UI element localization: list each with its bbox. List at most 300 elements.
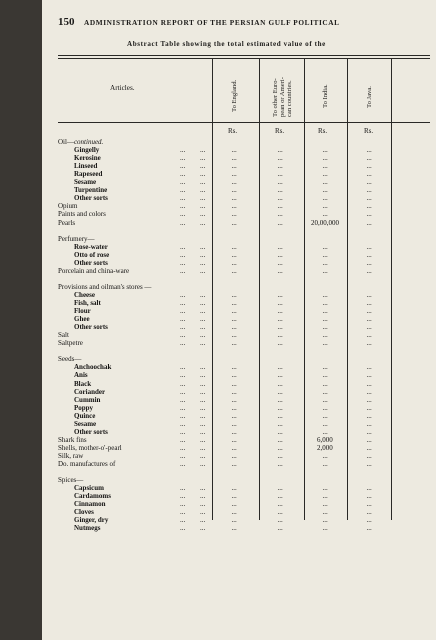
table-cell: ...	[366, 250, 372, 259]
leader-dots: ...	[200, 146, 206, 155]
table-cell: ...	[366, 258, 372, 267]
table-cell: ...	[322, 162, 328, 171]
leader-dots: ...	[200, 307, 206, 316]
table-cell: ...	[277, 323, 283, 332]
table-cell: ...	[277, 250, 283, 259]
table-cell: ...	[277, 242, 283, 251]
leader-dots: ...	[200, 242, 206, 251]
table-cell: ...	[322, 202, 328, 211]
table-cell: ...	[231, 242, 237, 251]
leader-dots: ...	[200, 411, 206, 420]
row-label: Ginger, dry	[74, 516, 109, 525]
leader-dots: ...	[200, 387, 206, 396]
table-cell: ...	[231, 315, 237, 324]
table-cell: ...	[231, 202, 237, 211]
leader-dots: ...	[180, 435, 186, 444]
leader-dots: ...	[180, 307, 186, 316]
table-cell: ...	[366, 242, 372, 251]
leader-dots: ...	[200, 484, 206, 493]
table-cell: ...	[366, 154, 372, 163]
table-cell: ...	[322, 250, 328, 259]
table-cell: ...	[366, 443, 372, 452]
row-label: Coriander	[74, 387, 106, 396]
table-cell: ...	[322, 379, 328, 388]
row-label: Perfumery—	[58, 234, 95, 243]
row-label: Poppy	[74, 403, 94, 412]
leader-dots: ...	[200, 451, 206, 460]
leader-dots: ...	[180, 154, 186, 163]
table-cell: ...	[322, 339, 328, 348]
table-cell: ...	[231, 379, 237, 388]
leader-dots: ...	[200, 524, 206, 533]
row-label: Quince	[74, 411, 96, 420]
table-cell: ...	[322, 427, 328, 436]
row-label: Fish, salt	[74, 299, 101, 307]
table-cell: ...	[322, 500, 328, 509]
table-cell: ...	[277, 492, 283, 501]
table-cell: ...	[322, 508, 328, 517]
table-cell: ...	[277, 363, 283, 372]
leader-dots: ...	[180, 379, 186, 388]
table-cell: ...	[322, 484, 328, 493]
leader-dots: ...	[200, 443, 206, 452]
table-cell: ...	[231, 250, 237, 259]
table-cell: ...	[231, 339, 237, 348]
table-cell: ...	[322, 403, 328, 412]
currency-european: Rs.	[275, 127, 285, 135]
table-cell: ...	[277, 290, 283, 299]
leader-dots: ...	[180, 387, 186, 396]
leader-dots: ...	[180, 419, 186, 428]
column-header-articles: Articles.	[110, 84, 135, 92]
row-label: Shark fins	[58, 435, 87, 444]
leader-dots: ...	[180, 315, 186, 324]
leader-dots: ...	[200, 500, 206, 509]
table-cell: ...	[366, 371, 372, 380]
table-cell: ...	[231, 323, 237, 332]
column-divider	[304, 58, 305, 520]
leader-dots: ...	[180, 146, 186, 155]
table-cell: ...	[231, 419, 237, 428]
table-cell: ...	[231, 508, 237, 517]
table-cell: ...	[231, 178, 237, 187]
table-cell: ...	[277, 443, 283, 452]
row-label: Sesame	[74, 178, 97, 187]
leader-dots: ...	[180, 524, 186, 533]
table-cell: ...	[366, 484, 372, 493]
table-cell: ...	[366, 194, 372, 203]
table-cell: ...	[366, 363, 372, 372]
leader-dots: ...	[200, 218, 206, 227]
table-cell: ...	[277, 266, 283, 275]
leader-dots: ...	[180, 492, 186, 501]
table-cell: ...	[322, 146, 328, 155]
leader-dots: ...	[200, 266, 206, 275]
row-label: Shells, mother-o'-pearl	[58, 443, 122, 452]
column-divider	[391, 58, 392, 520]
table-cell: ...	[231, 331, 237, 340]
running-title: ADMINISTRATION REPORT OF THE PERSIAN GULF POLITICAL	[84, 18, 340, 27]
table-cell: ...	[277, 299, 283, 307]
leader-dots: ...	[200, 250, 206, 259]
table-cell: ...	[277, 500, 283, 509]
table-cell: ...	[322, 371, 328, 380]
table-cell: ...	[231, 403, 237, 412]
leader-dots: ...	[180, 451, 186, 460]
table-cell: ...	[277, 210, 283, 219]
table-cell: ...	[366, 315, 372, 324]
leader-dots: ...	[180, 331, 186, 340]
leader-dots: ...	[180, 290, 186, 299]
table-cell: ...	[322, 186, 328, 195]
leader-dots: ...	[200, 290, 206, 299]
row-label: Capsicum	[74, 484, 104, 493]
leader-dots: ...	[200, 379, 206, 388]
table-cell: ...	[231, 290, 237, 299]
row-label: Do. manufactures of	[58, 460, 116, 468]
leader-dots: ...	[200, 403, 206, 412]
table-cell: ...	[366, 186, 372, 195]
table-cell: ...	[366, 162, 372, 171]
table-cell: ...	[366, 218, 372, 227]
table-cell: ...	[366, 419, 372, 428]
leader-dots: ...	[180, 484, 186, 493]
leader-dots: ...	[180, 162, 186, 171]
table-cell: ...	[322, 315, 328, 324]
table-cell: ...	[277, 524, 283, 533]
table-cell: ...	[277, 146, 283, 155]
table-cell: ...	[231, 363, 237, 372]
table-cell: ...	[322, 323, 328, 332]
table-title: Abstract Table showing the total estimated value of the	[127, 40, 326, 48]
table-double-rule	[58, 58, 430, 59]
column-header-european: To other Euro- pean or Ameri- can countries.	[272, 77, 293, 117]
leader-dots: ...	[180, 411, 186, 420]
row-label: Salt	[58, 331, 69, 340]
row-label: Seeds—	[58, 355, 82, 364]
row-label: Provisions and oilman's stores —	[58, 282, 152, 291]
table-cell: ...	[322, 395, 328, 404]
leader-dots: ...	[200, 154, 206, 163]
table-cell: ...	[277, 411, 283, 420]
leader-dots: ...	[180, 363, 186, 372]
table-cell: ...	[277, 427, 283, 436]
leader-dots: ...	[180, 371, 186, 380]
leader-dots: ...	[180, 427, 186, 436]
row-label: Linseed	[74, 162, 98, 171]
table-cell: ...	[231, 307, 237, 316]
table-cell: ...	[231, 194, 237, 203]
row-label: Ghee	[74, 315, 90, 324]
table-cell: ...	[322, 492, 328, 501]
table-cell: ...	[231, 492, 237, 501]
leader-dots: ...	[200, 516, 206, 525]
leader-dots: ...	[180, 210, 186, 219]
leader-dots: ...	[180, 395, 186, 404]
leader-dots: ...	[180, 186, 186, 195]
table-cell: ...	[277, 258, 283, 267]
table-cell: ...	[366, 451, 372, 460]
table-cell: ...	[366, 339, 372, 348]
leader-dots: ...	[200, 331, 206, 340]
table-cell: ...	[277, 451, 283, 460]
table-cell: ...	[277, 419, 283, 428]
row-label: Cloves	[74, 508, 94, 517]
leader-dots: ...	[180, 242, 186, 251]
table-cell: ...	[231, 371, 237, 380]
table-cell: ...	[231, 299, 237, 307]
table-cell: ...	[366, 508, 372, 517]
row-label: Flour	[74, 307, 91, 316]
table-cell: ...	[366, 395, 372, 404]
table-cell: ...	[366, 146, 372, 155]
leader-dots: ...	[180, 250, 186, 259]
leader-dots: ...	[200, 427, 206, 436]
leader-dots: ...	[200, 186, 206, 195]
table-cell: ...	[366, 403, 372, 412]
row-label: Cinnamon	[74, 500, 106, 509]
document-page	[42, 0, 436, 640]
table-cell: ...	[366, 460, 372, 468]
leader-dots: ...	[180, 194, 186, 203]
leader-dots: ...	[180, 500, 186, 509]
row-label: Oil—continued.	[58, 138, 104, 146]
leader-dots: ...	[180, 258, 186, 267]
table-cell: ...	[366, 323, 372, 332]
table-cell: ...	[322, 154, 328, 163]
table-cell: ...	[231, 460, 237, 468]
table-cell: ...	[322, 210, 328, 219]
table-cell: ...	[231, 258, 237, 267]
leader-dots: ...	[180, 178, 186, 187]
table-cell: ...	[322, 178, 328, 187]
currency-india: Rs.	[318, 127, 328, 135]
leader-dots: ...	[180, 339, 186, 348]
table-cell: ...	[231, 500, 237, 509]
row-label: Other sorts	[74, 427, 108, 436]
table-cell: ...	[366, 299, 372, 307]
table-cell: 20,00,000	[311, 218, 339, 227]
table-cell: 6,000	[317, 435, 333, 444]
header-bottom-rule	[58, 122, 430, 123]
table-cell: ...	[322, 411, 328, 420]
table-cell: ...	[366, 524, 372, 533]
table-cell: ...	[322, 290, 328, 299]
table-cell: ...	[277, 186, 283, 195]
table-cell: ...	[322, 170, 328, 179]
leader-dots: ...	[180, 299, 186, 307]
table-cell: ...	[231, 162, 237, 171]
table-cell: ...	[366, 427, 372, 436]
row-label: Porcelain and china-ware	[58, 266, 130, 275]
table-cell: ...	[277, 331, 283, 340]
table-cell: ...	[231, 484, 237, 493]
column-header-india: To India.	[322, 84, 329, 108]
column-header-england: To England.	[231, 79, 238, 112]
table-cell: ...	[366, 411, 372, 420]
table-cell: ...	[231, 451, 237, 460]
leader-dots: ...	[180, 202, 186, 211]
row-label: Spices—	[58, 476, 84, 485]
table-cell: ...	[231, 524, 237, 533]
row-label: Opium	[58, 202, 78, 211]
leader-dots: ...	[200, 395, 206, 404]
table-cell: ...	[366, 202, 372, 211]
row-label: Other sorts	[74, 258, 108, 267]
page-number: 150	[58, 16, 75, 28]
leader-dots: ...	[200, 202, 206, 211]
table-cell: ...	[366, 290, 372, 299]
row-label: Turpentine	[74, 186, 108, 195]
row-label: Black	[74, 379, 92, 388]
leader-dots: ...	[180, 508, 186, 517]
table-cell: ...	[231, 170, 237, 179]
table-top-rule	[58, 55, 430, 56]
table-cell: ...	[277, 307, 283, 316]
leader-dots: ...	[180, 323, 186, 332]
table-cell: ...	[366, 307, 372, 316]
leader-dots: ...	[200, 194, 206, 203]
leader-dots: ...	[200, 435, 206, 444]
table-cell: ...	[277, 508, 283, 517]
table-cell: ...	[277, 484, 283, 493]
leader-dots: ...	[200, 162, 206, 171]
leader-dots: ...	[200, 258, 206, 267]
currency-england: Rs.	[228, 127, 238, 135]
leader-dots: ...	[200, 492, 206, 501]
leader-dots: ...	[180, 403, 186, 412]
leader-dots: ...	[200, 339, 206, 348]
table-cell: ...	[277, 194, 283, 203]
row-label: Silk, raw	[58, 451, 84, 460]
table-cell: ...	[322, 194, 328, 203]
table-cell: ...	[231, 154, 237, 163]
table-cell: ...	[277, 162, 283, 171]
table-cell: ...	[277, 403, 283, 412]
leader-dots: ...	[180, 218, 186, 227]
table-cell: ...	[322, 307, 328, 316]
table-cell: ...	[231, 411, 237, 420]
leader-dots: ...	[180, 443, 186, 452]
table-cell: ...	[277, 395, 283, 404]
table-cell: ...	[366, 178, 372, 187]
row-label: Rose-water	[74, 242, 108, 251]
table-cell: ...	[277, 202, 283, 211]
table-cell: ...	[277, 178, 283, 187]
leader-dots: ...	[200, 508, 206, 517]
table-cell: ...	[277, 218, 283, 227]
leader-dots: ...	[200, 363, 206, 372]
table-cell: ...	[231, 516, 237, 525]
leader-dots: ...	[200, 210, 206, 219]
table-cell: ...	[277, 435, 283, 444]
row-label: Other sorts	[74, 194, 108, 203]
table-cell: ...	[366, 210, 372, 219]
leader-dots: ...	[180, 266, 186, 275]
table-cell: ...	[366, 387, 372, 396]
table-cell: ...	[366, 516, 372, 525]
row-label: Anis	[74, 371, 88, 380]
table-cell: ...	[366, 435, 372, 444]
row-label: Pearls	[58, 218, 76, 227]
table-cell: ...	[277, 371, 283, 380]
column-header-java: To Java.	[366, 86, 373, 108]
table-cell: ...	[277, 387, 283, 396]
table-cell: ...	[277, 460, 283, 468]
row-label: Sesame	[74, 419, 97, 428]
row-label: Cardamoms	[74, 492, 111, 501]
table-cell: 2,000	[317, 443, 333, 452]
table-cell: ...	[231, 427, 237, 436]
table-cell: ...	[366, 500, 372, 509]
leader-dots: ...	[200, 178, 206, 187]
table-cell: ...	[231, 218, 237, 227]
table-cell: ...	[231, 266, 237, 275]
table-cell: ...	[277, 339, 283, 348]
leader-dots: ...	[180, 516, 186, 525]
row-label: Saltpetre	[58, 339, 83, 348]
row-label: Kerosine	[74, 154, 101, 163]
table-cell: ...	[231, 395, 237, 404]
table-cell: ...	[366, 266, 372, 275]
leader-dots: ...	[200, 419, 206, 428]
leader-dots: ...	[200, 315, 206, 324]
table-cell: ...	[322, 516, 328, 525]
table-cell: ...	[277, 379, 283, 388]
row-label: Otto of rose	[74, 250, 110, 259]
table-cell: ...	[231, 435, 237, 444]
column-divider	[212, 58, 213, 520]
row-label: Anchoochak	[74, 363, 112, 372]
table-cell: ...	[322, 460, 328, 468]
leader-dots: ...	[200, 460, 206, 468]
table-cell: ...	[366, 331, 372, 340]
leader-dots: ...	[180, 460, 186, 468]
table-cell: ...	[231, 443, 237, 452]
table-cell: ...	[322, 419, 328, 428]
leader-dots: ...	[200, 299, 206, 307]
table-cell: ...	[231, 210, 237, 219]
row-label: Other sorts	[74, 323, 108, 332]
table-cell: ...	[322, 258, 328, 267]
leader-dots: ...	[200, 170, 206, 179]
row-label: Paints and colors	[58, 210, 106, 219]
leader-dots: ...	[200, 371, 206, 380]
table-cell: ...	[231, 387, 237, 396]
table-cell: ...	[231, 186, 237, 195]
column-divider	[259, 58, 260, 520]
row-label: Gingelly	[74, 146, 100, 155]
currency-java: Rs.	[364, 127, 374, 135]
row-label: Cummin	[74, 395, 101, 404]
table-cell: ...	[366, 170, 372, 179]
table-cell: ...	[366, 492, 372, 501]
table-cell: ...	[322, 451, 328, 460]
table-cell: ...	[366, 379, 372, 388]
table-cell: ...	[322, 363, 328, 372]
column-divider	[347, 58, 348, 520]
table-cell: ...	[322, 266, 328, 275]
row-label: Cheese	[74, 290, 95, 299]
table-cell: ...	[277, 154, 283, 163]
table-cell: ...	[231, 146, 237, 155]
table-cell: ...	[322, 299, 328, 307]
table-cell: ...	[277, 170, 283, 179]
table-cell: ...	[277, 516, 283, 525]
leader-dots: ...	[180, 170, 186, 179]
leader-dots: ...	[200, 323, 206, 332]
table-cell: ...	[322, 331, 328, 340]
